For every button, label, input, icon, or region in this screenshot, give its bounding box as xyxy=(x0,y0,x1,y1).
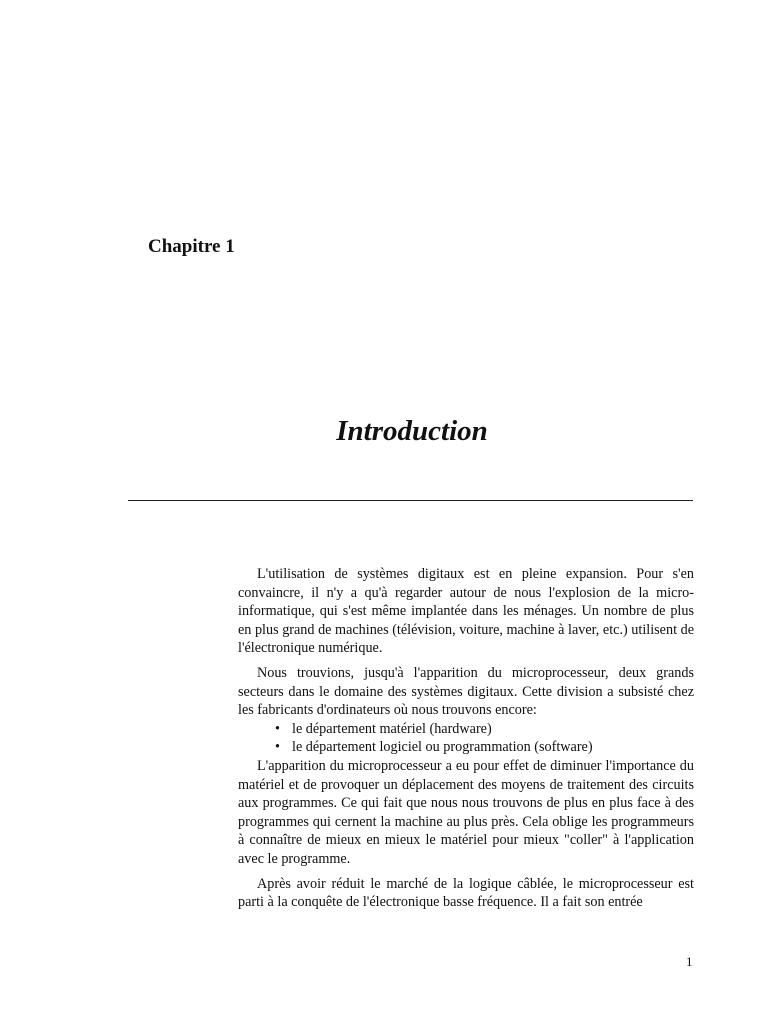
bullet-icon: • xyxy=(275,720,280,737)
page-number: 1 xyxy=(686,954,693,969)
chapter-label: Chapitre 1 xyxy=(148,236,235,257)
title-divider xyxy=(128,500,693,501)
paragraph-microprocessor: L'apparition du microprocesseur a eu pour effet de diminuer l'importance du matériel et de provoquer un déplacement des moyens de traitement des circuits aux programmes. Ce qui fait que nous nous trouvons de plus en plus face à des programmes qui cernent la machine au plus près. Cela oblige les programmeurs à connaître de mieux en mieux le matériel pour mieux "coller" à l'application avec le programme. xyxy=(238,757,694,867)
list-item xyxy=(275,738,694,757)
department-list xyxy=(238,720,694,757)
list-item-text: le département matériel (hardware) xyxy=(292,720,492,737)
chapter-title: Introduction xyxy=(336,415,488,447)
list-item-text: le département logiciel ou programmation (software) xyxy=(292,739,593,756)
paragraph-sectors: Nous trouvions, jusqu'à l'apparition du microprocesseur, deux grands secteurs dans le domaine des systèmes digitaux. Cette division a subsisté chez les fabricants d'ordinateurs où nous trouvons encore: xyxy=(238,664,694,719)
paragraph-conquest: Après avoir réduit le marché de la logique câblée, le microprocesseur est parti à la conquête de l'électronique basse fréquence. Il a fait son entrée xyxy=(238,875,694,911)
list-item xyxy=(275,720,694,739)
body-text xyxy=(238,565,694,918)
paragraph-intro: L'utilisation de systèmes digitaux est en pleine expansion. Pour s'en convaincre, il n'y a qu'à regarder autour de nous l'explosion de la micro-informatique, qui s'est même implantée dans les ménages. Un nombre de plus en plus grand de machines (télévision, voiture, machine à laver, etc.) utilisent de l'électronique numérique. xyxy=(238,566,694,657)
bullet-icon: • xyxy=(275,739,280,756)
